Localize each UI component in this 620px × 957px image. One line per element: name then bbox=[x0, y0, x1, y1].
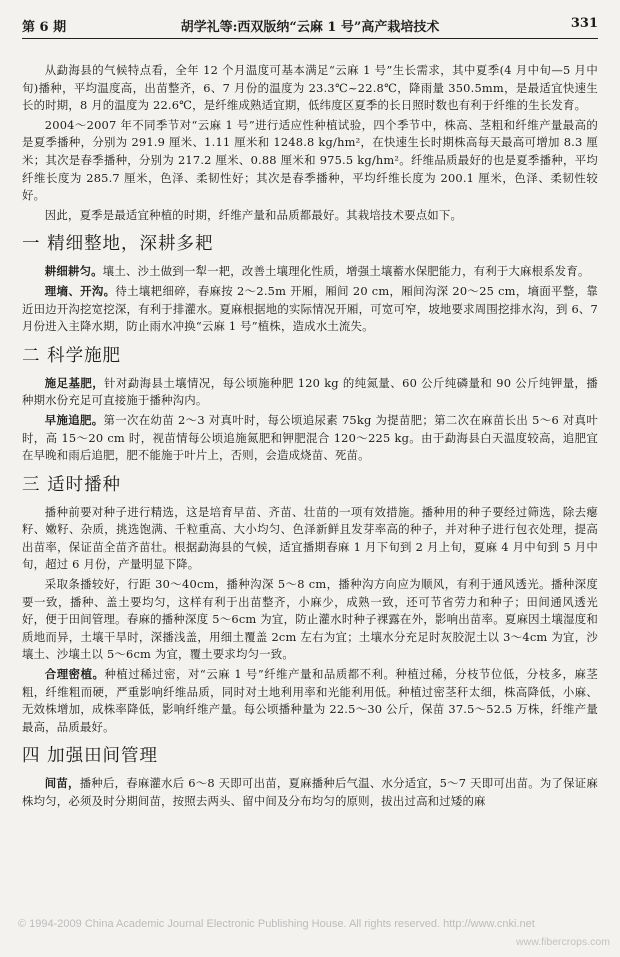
issue-number: 第 6 期 bbox=[22, 20, 67, 35]
body-paragraph bbox=[22, 263, 598, 281]
page-number: 331 bbox=[570, 16, 598, 31]
paragraph-text: 待土壤耙细碎，春麻按 2～2.5m 开厢，厢间 20 cm，厢间沟深 20～25 cm，墒面平整，靠近田边开沟挖宽挖深，有利于排灌水。夏麻根据地的实际情况开厢，可宽可窄，坡地要求周围挖排水沟，到 6、7 月份进入主降水期，防止雨水冲换“云麻 1 号”植株，造成水土流失。 bbox=[22, 283, 599, 334]
paragraph-lead: 理墒、开沟。 bbox=[44, 283, 116, 298]
section-heading: 二 科学施肥 bbox=[22, 345, 122, 366]
paragraph-lead: 间苗， bbox=[44, 776, 80, 791]
copyright-footer: © 1994-2009 China Academic Journal Electronic Publishing House. All rights reserved. http://www.cnki.net bbox=[18, 918, 535, 930]
paragraph-text: 播种后，春麻灌水后 6～8 天即可出苗，夏麻播种后气温、水分适宜，5～7 天即可出苗。为了保证麻株均匀，必须及时分期间苗，按照去两头、留中间及分布均匀的原则，拔出过高和过矮的麻 bbox=[22, 776, 599, 808]
paragraph-lead: 施足基肥， bbox=[44, 375, 105, 390]
section-heading: 三 适时播种 bbox=[22, 474, 122, 495]
body-paragraph bbox=[22, 775, 598, 810]
article-body bbox=[22, 62, 598, 813]
paragraph-text: 针对勐海县土壤情况，每公顷施种肥 120 kg 的纯氮量、60 公斤纯磷量和 90 公斤纯钾量，播种期水份充足可直接施于播种沟内。 bbox=[22, 375, 598, 408]
body-paragraph bbox=[22, 412, 598, 465]
intro-paragraph: 因此，夏季是最适宜种植的时期，纤维产量和品质都最好。其栽培技术要点如下。 bbox=[44, 207, 463, 222]
body-paragraph bbox=[22, 283, 598, 336]
paragraph-text: 第一次在幼苗 2～3 对真叶时，每公顷追尿素 75kg 为提苗肥；第二次在麻苗长出 5～6 对真叶时，高 15～20 cm 时，视苗情每公顷追施氮肥和钾肥混合 120～225 kg。由于勐海县白天温度较高，追肥宜在早晚和雨后追肥，肥不能施于叶片上，否则，会造成烧苗、死苗。 bbox=[22, 412, 598, 463]
intro-paragraph: 2004～2007 年不同季节对“云麻 1 号”进行适应性种植试验，四个季节中，株高、茎粗和纤维产量最高的是夏季播种，分别为 291.9 厘米、1.11 厘米和 1248.8 kg/hm²，在快速生长时期株高每天最高可增加 8.3 厘米；其次是春季播种，分别为 217.2 厘米、0.88 厘米和 975.5 kg/hm²。纤维品质最好的也是夏季播种，平均纤维长度为 285.7 厘米，色泽、柔韧性好；其次是春季播种，平均纤维长度为 200.1 厘米，色泽、柔韧性较好。 bbox=[22, 117, 598, 203]
paragraph-text: 采取条播较好，行距 30～40cm，播种沟深 5～8 cm，播种沟方向应为顺风，有利于通风透光。播种深度要一致，播种、盖土要均匀，这样有利于出苗整齐，小麻少，成熟一致，还可节省劳力和种子；田间通风透光好，便于田间管理。春麻的播种深度 5～6cm 为宜，防止灌水时种子裸露在外，影响出苗率。夏麻因土壤湿度和质地而异，土壤干旱时，深播浅盖，用细土覆盖 2cm 左右为宜；土壤水分充足时灰胶泥土以 3～4cm 为宜，沙壤土、沙壤土以 5～6cm 为宜，覆土要求均匀一致。 bbox=[22, 577, 598, 662]
body-paragraph bbox=[22, 576, 598, 664]
paragraph-text: 播种前要对种子进行精选，这是培育早苗、齐苗、壮苗的一项有效措施。播种用的种子要经过筛选，除去瘪籽、嫩籽、杂质，挑选饱满、千粒重高、大小均匀、色泽新鲜且发芽率高的种子，并对种子进行包衣处理，提高出苗率，保证苗全苗齐苗壮。根据勐海县的气候，适宜播期春麻 1 月下旬到 2 月上旬，夏麻 4 月中旬到 5 月中旬，超过 6 月份，产量明显下降。 bbox=[22, 504, 598, 572]
intro-paragraph: 从勐海县的气候特点看，全年 12 个月温度可基本满足“云麻 1 号”生长需求，其中夏季(4 月中旬—5 月中旬)播种，平均温度高，出苗整齐，6、7 月份的温度为 23.3℃~22.8℃，降雨量 350.5mm，是最适宜快速生长的时期，8 月的温度为 22.6℃，是纤维成熟适宜期，低纬度区夏季的长日照时数也有利于纤维的生长发育。 bbox=[22, 63, 598, 113]
body-paragraph bbox=[22, 375, 598, 410]
body-paragraph bbox=[22, 666, 598, 736]
paragraph-text: 壤土、沙土做到一犁一耙，改善土壤理化性质，增强土壤蓄水保肥能力，有利于大麻根系发育。 bbox=[102, 264, 590, 279]
article-title: 胡学礼等:西双版纳“云麻 1 号”高产栽培技术 bbox=[180, 20, 440, 35]
paragraph-lead: 合理密植。 bbox=[44, 667, 105, 682]
site-watermark: www.fibercrops.com bbox=[516, 936, 610, 948]
body-paragraph bbox=[22, 504, 598, 574]
paragraph-text: 种植过稀过密，对“云麻 1 号”纤维产量和品质都不利。种植过稀，分枝节位低，分枝多，麻茎粗，纤维粗而硬，严重影响纤维品质，同时对土地利用率和光能利用低。种植过密茎秆太细，株高降低，小麻、无效株增加，成株率降低，影响纤维产量。每公顷播种量为 22.5～30 公斤，保苗 37.5～52.5 万株，纤维产量最高，品质最好。 bbox=[22, 667, 598, 734]
section-heading: 一 精细整地，深耕多耙 bbox=[22, 234, 214, 255]
running-head bbox=[22, 12, 598, 39]
paragraph-lead: 耕细耕匀。 bbox=[44, 264, 103, 279]
section-heading: 四 加强田间管理 bbox=[22, 746, 159, 767]
paragraph-lead: 早施追肥。 bbox=[44, 412, 104, 427]
